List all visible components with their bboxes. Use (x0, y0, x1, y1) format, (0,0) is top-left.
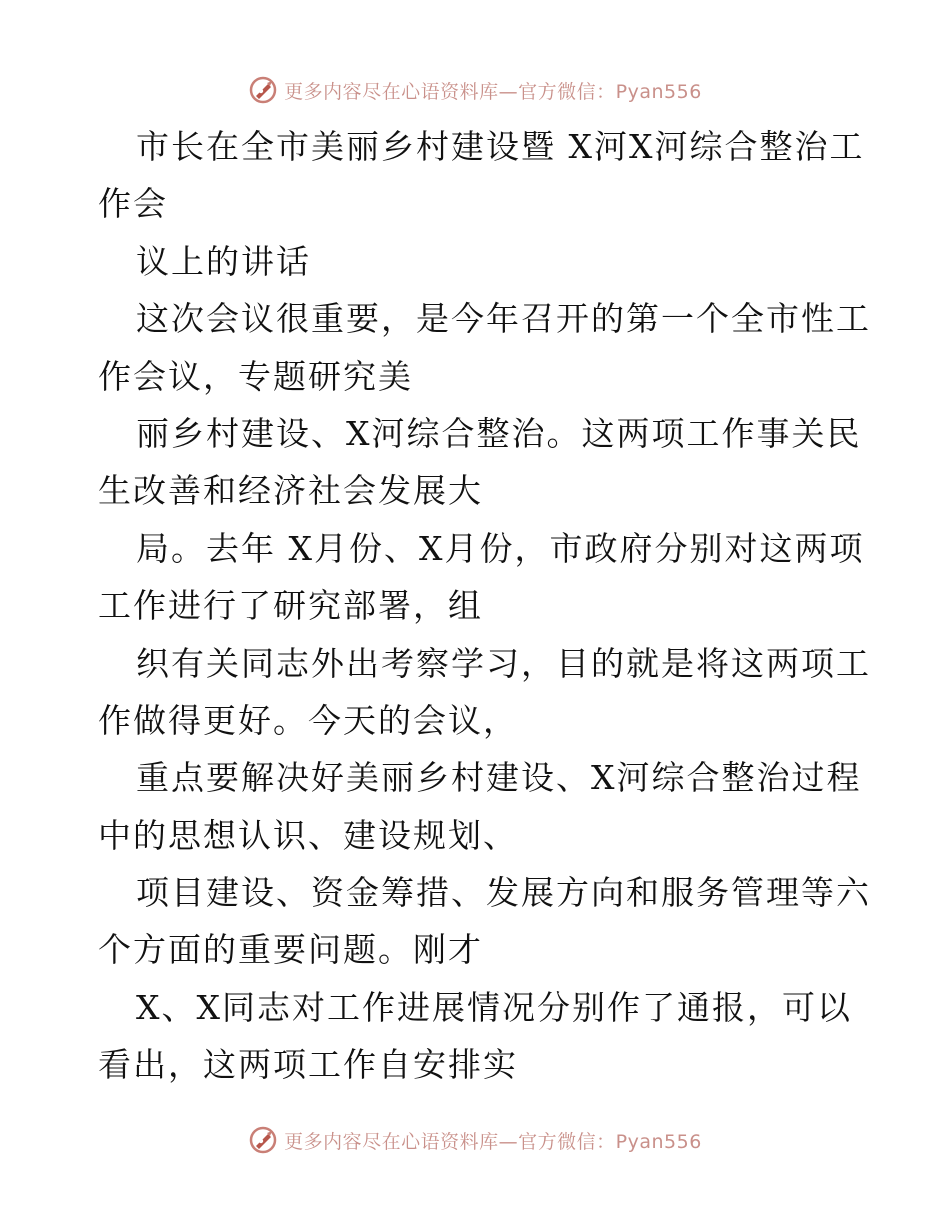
watermark-header (0, 72, 950, 108)
paragraph-line: 作做得更好。今天的会议， (98, 700, 518, 740)
watermark-text: 更多内容尽在心语资料库—官方微信：Pyan556 (284, 80, 702, 103)
title-line-2: 作会 (98, 184, 168, 224)
paragraph-line: 生改善和经济社会发展大 (98, 471, 483, 511)
paragraph-line: 这次会议很重要，是今年召开的第一个全市性工 (136, 299, 871, 339)
paragraph-line: 工作进行了研究部署，组 (98, 586, 483, 626)
title-line-3: 议上的讲话 (136, 241, 311, 281)
paragraph-line: 个方面的重要问题。刚才 (98, 930, 483, 970)
watermark-logo-icon (248, 75, 278, 105)
watermark-text: 更多内容尽在心语资料库—官方微信：Pyan556 (284, 1130, 702, 1153)
paragraph-line: 中的思想认识、建设规划、 (98, 815, 518, 855)
document-body (98, 118, 871, 1094)
watermark-logo-icon (248, 1125, 278, 1155)
paragraph-line: X、X同志对工作进展情况分别作了通报，可以 (136, 987, 852, 1027)
paragraph-line: 织有关同志外出考察学习，目的就是将这两项工 (136, 643, 871, 683)
watermark-footer (0, 1122, 950, 1158)
title-line-1: 市长在全市美丽乡村建设暨 X河X河综合整治工 (136, 127, 865, 166)
paragraph-line: 项目建设、资金筹措、发展方向和服务管理等六 (136, 873, 871, 913)
paragraph-line: 局。去年 X月份、X月份，市政府分别对这两项 (136, 528, 865, 568)
paragraph-line: 重点要解决好美丽乡村建设、X河综合整治过程 (136, 758, 862, 798)
paragraph-line: 丽乡村建设、X河综合整治。这两项工作事关民 (136, 413, 862, 453)
paragraph-line: 看出，这两项工作自安排实 (98, 1045, 518, 1085)
paragraph-line: 作会议，专题研究美 (98, 356, 413, 396)
